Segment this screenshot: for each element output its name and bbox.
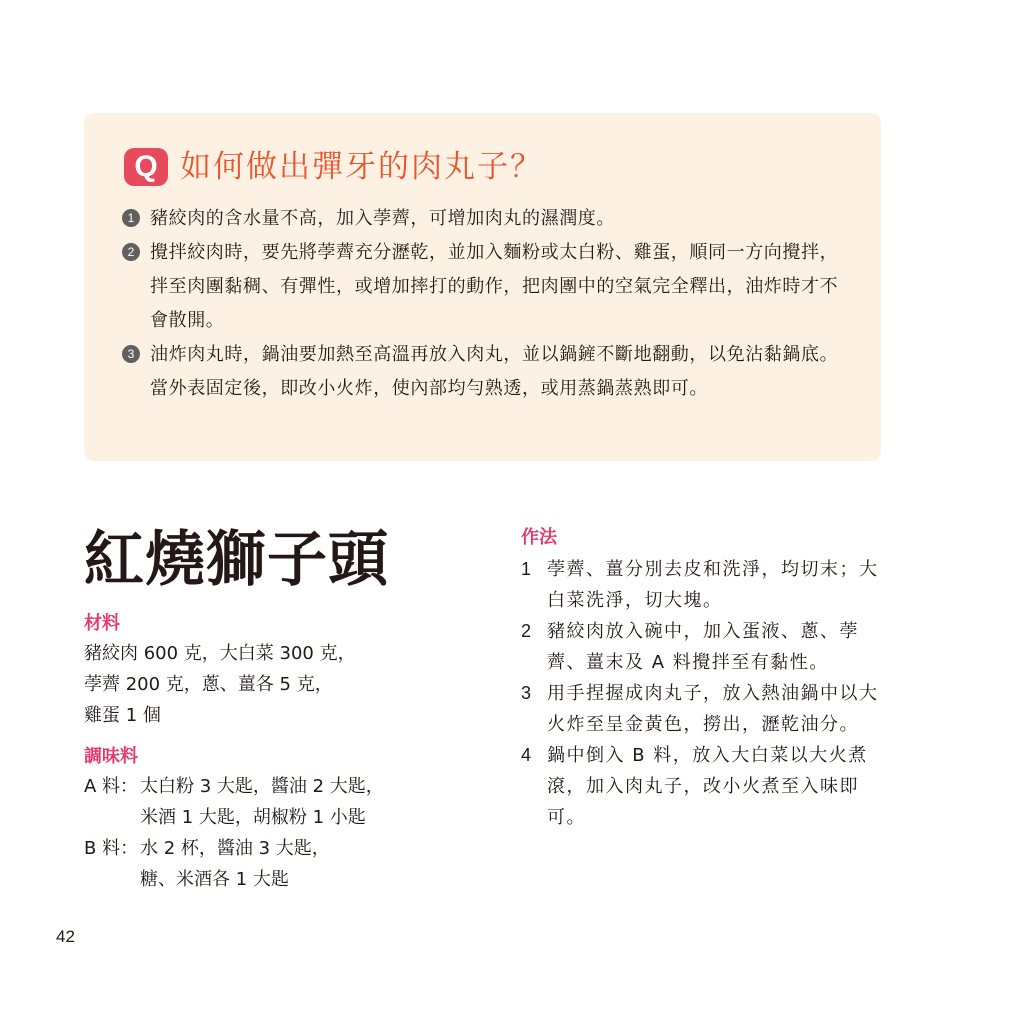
qa-item-3 [122, 338, 852, 406]
q-badge: Q [124, 148, 168, 186]
step-text: 鍋中倒入 B 料，放入大白菜以大火煮滾，加入肉丸子，改小火煮至入味即可。 [547, 745, 868, 828]
seasoning-group-a [84, 771, 464, 833]
ingredient-line: 雞蛋 1 個 [84, 705, 161, 726]
number-circle-icon: 2 [122, 243, 140, 261]
seasoning-values [140, 833, 330, 895]
seasoning-key: B 料： [84, 838, 139, 859]
method-label: 作法 [521, 527, 557, 548]
step-number: 2 [521, 621, 532, 641]
step-text: 用手捏握成肉丸子，放入熱油鍋中以大火炸至呈金黃色，撈出，瀝乾油分。 [547, 683, 879, 735]
qa-item-2 [122, 236, 852, 338]
qa-list [122, 202, 852, 406]
recipe-title: 紅燒獅子頭 [84, 525, 389, 595]
step-number: 3 [521, 683, 532, 703]
ingredients-label: 材料 [84, 613, 120, 634]
seasoning-line: 水 2 杯，醬油 3 大匙， [140, 838, 330, 859]
qa-item-text: 油炸肉丸時，鍋油要加熱至高溫再放入肉丸，並以鍋鏟不斷地翻動，以免沾黏鍋底。當外表固定後，即改小火炸，使內部均勻熟透，或用蒸鍋蒸熟即可。 [150, 344, 839, 399]
seasoning-line: 糖、米酒各 1 大匙 [140, 869, 289, 890]
step-number: 4 [521, 745, 532, 765]
seasoning-line: 米酒 1 大匙，胡椒粉 1 小匙 [140, 807, 366, 828]
number-circle-icon: 3 [122, 345, 140, 363]
qa-header [124, 148, 543, 186]
ingredient-line: 荸薺 200 克，蔥、薑各 5 克， [84, 674, 333, 695]
method-column [521, 524, 891, 833]
method-step-1 [521, 554, 891, 616]
step-text: 荸薺、薑分別去皮和洗淨，均切末；大白菜洗淨，切大塊。 [547, 559, 879, 611]
qa-item-text: 豬絞肉的含水量不高，加入荸薺，可增加肉丸的濕潤度。 [150, 208, 615, 229]
qa-item-text: 攪拌絞肉時，要先將荸薺充分瀝乾，並加入麵粉或太白粉、雞蛋，順同一方向攪拌，拌至肉團黏稠、有彈性，或增加摔打的動作，把肉團中的空氣完全釋出，油炸時才不會散開。 [150, 242, 839, 331]
seasoning-values [140, 771, 384, 833]
seasoning-label: 調味料 [84, 746, 138, 767]
page-number: 42 [56, 927, 75, 946]
qa-box [84, 113, 881, 461]
qa-title: 如何做出彈牙的肉丸子？ [180, 149, 543, 185]
step-text: 豬絞肉放入碗中，加入蛋液、蔥、荸薺、薑末及 A 料攪拌至有黏性。 [547, 621, 859, 673]
method-step-4 [521, 740, 891, 833]
qa-item-1 [122, 202, 852, 236]
seasoning-line: 太白粉 3 大匙，醬油 2 大匙， [140, 776, 384, 797]
number-circle-icon: 1 [122, 209, 140, 227]
method-step-3 [521, 678, 891, 740]
method-step-2 [521, 616, 891, 678]
seasoning-key: A 料： [84, 776, 139, 797]
seasoning-group-b [84, 833, 464, 895]
ingredients-column [84, 610, 464, 895]
step-number: 1 [521, 559, 532, 579]
ingredient-line: 豬絞肉 600 克，大白菜 300 克， [84, 643, 356, 664]
